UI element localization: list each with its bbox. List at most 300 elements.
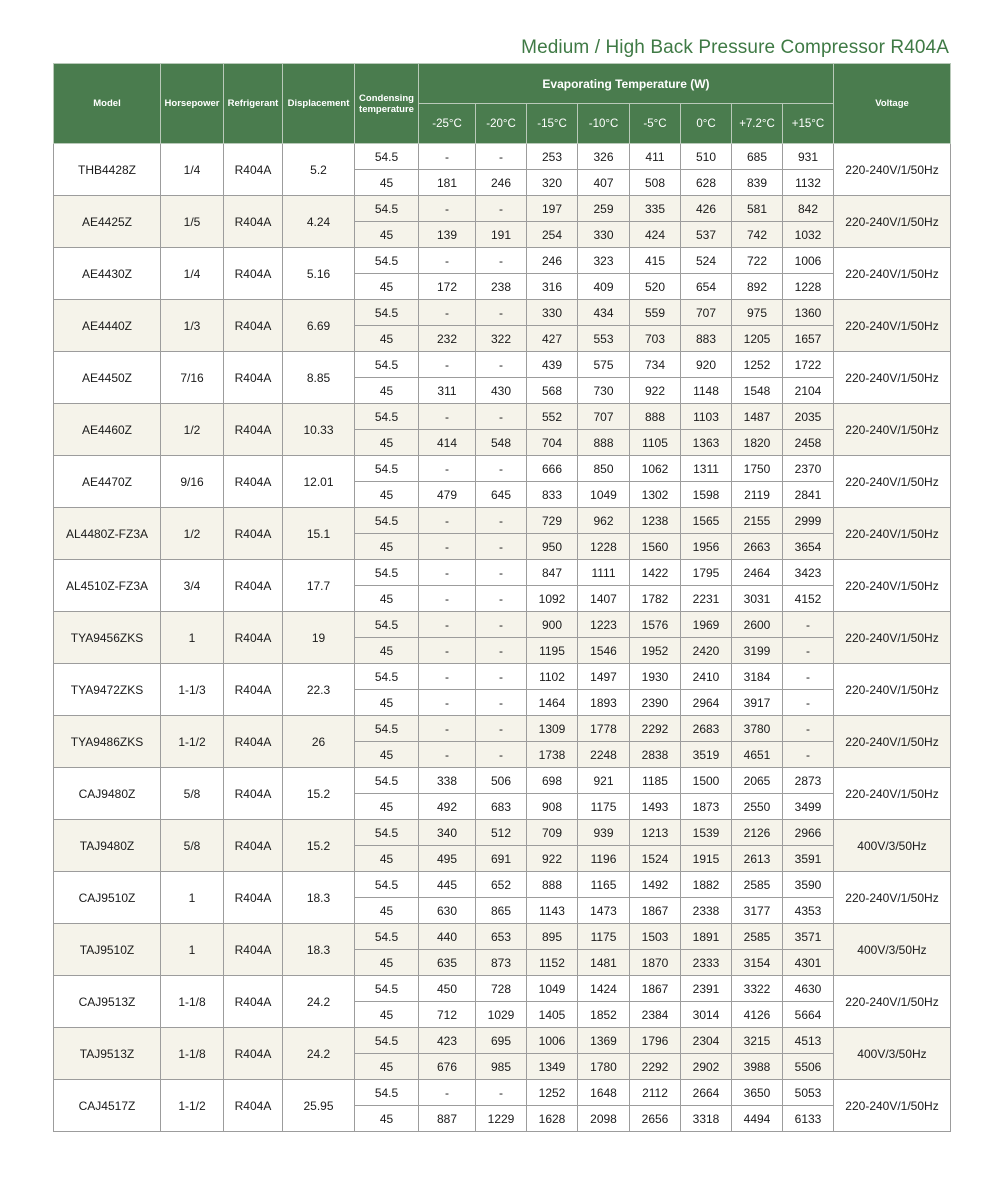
condensing-cell: 45 <box>355 950 419 976</box>
displacement-cell: 10.33 <box>283 404 355 456</box>
capacity-cell: 510 <box>681 144 732 170</box>
condensing-cell: 45 <box>355 898 419 924</box>
capacity-cell: 409 <box>578 274 630 300</box>
capacity-cell: 440 <box>419 924 476 950</box>
capacity-cell: 1738 <box>527 742 578 768</box>
capacity-cell: 330 <box>527 300 578 326</box>
capacity-cell: 1548 <box>732 378 783 404</box>
capacity-cell: 985 <box>476 1054 527 1080</box>
capacity-cell: 1893 <box>578 690 630 716</box>
capacity-cell: 888 <box>630 404 681 430</box>
model-cell: AE4460Z <box>54 404 161 456</box>
capacity-cell: 833 <box>527 482 578 508</box>
horsepower-cell: 3/4 <box>161 560 224 612</box>
capacity-cell: 4651 <box>732 742 783 768</box>
capacity-cell: 950 <box>527 534 578 560</box>
model-cell: THB4428Z <box>54 144 161 196</box>
capacity-cell: 3591 <box>783 846 834 872</box>
horsepower-cell: 1-1/8 <box>161 1028 224 1080</box>
capacity-cell: 2683 <box>681 716 732 742</box>
displacement-cell: 8.85 <box>283 352 355 404</box>
capacity-cell: 1492 <box>630 872 681 898</box>
capacity-cell: 2656 <box>630 1106 681 1132</box>
refrigerant-cell: R404A <box>224 248 283 300</box>
capacity-cell: 873 <box>476 950 527 976</box>
displacement-cell: 17.7 <box>283 560 355 612</box>
table-row <box>54 352 951 378</box>
table-row <box>54 404 951 430</box>
capacity-cell: - <box>476 664 527 690</box>
voltage-cell: 220-240V/1/50Hz <box>834 1080 951 1132</box>
page-title: Medium / High Back Pressure Compressor R404A <box>521 37 949 58</box>
capacity-cell: 3650 <box>732 1080 783 1106</box>
capacity-cell: 666 <box>527 456 578 482</box>
capacity-cell: 1915 <box>681 846 732 872</box>
capacity-cell: 888 <box>527 872 578 898</box>
refrigerant-cell: R404A <box>224 404 283 456</box>
capacity-cell: 1006 <box>527 1028 578 1054</box>
capacity-cell: 1424 <box>578 976 630 1002</box>
capacity-cell: 2964 <box>681 690 732 716</box>
capacity-cell: 652 <box>476 872 527 898</box>
capacity-cell: 548 <box>476 430 527 456</box>
capacity-cell: 2999 <box>783 508 834 534</box>
refrigerant-cell: R404A <box>224 768 283 820</box>
condensing-cell: 45 <box>355 638 419 664</box>
refrigerant-cell: R404A <box>224 144 283 196</box>
model-cell: CAJ9510Z <box>54 872 161 924</box>
capacity-cell: 1956 <box>681 534 732 560</box>
capacity-cell: 2391 <box>681 976 732 1002</box>
table-row <box>54 248 951 274</box>
capacity-cell: - <box>419 508 476 534</box>
capacity-cell: 1148 <box>681 378 732 404</box>
capacity-cell: - <box>783 638 834 664</box>
capacity-cell: - <box>476 456 527 482</box>
capacity-cell: - <box>419 742 476 768</box>
capacity-cell: - <box>783 690 834 716</box>
condensing-cell: 54.5 <box>355 716 419 742</box>
capacity-cell: 683 <box>476 794 527 820</box>
capacity-cell: 197 <box>527 196 578 222</box>
capacity-cell: 259 <box>578 196 630 222</box>
capacity-cell: - <box>476 300 527 326</box>
capacity-cell: 3780 <box>732 716 783 742</box>
capacity-cell: 1867 <box>630 898 681 924</box>
capacity-cell: 4353 <box>783 898 834 924</box>
capacity-cell: 2104 <box>783 378 834 404</box>
capacity-cell: 232 <box>419 326 476 352</box>
condensing-cell: 54.5 <box>355 1028 419 1054</box>
capacity-cell: - <box>476 196 527 222</box>
capacity-cell: - <box>476 690 527 716</box>
capacity-cell: 2126 <box>732 820 783 846</box>
capacity-cell: 1952 <box>630 638 681 664</box>
condensing-cell: 54.5 <box>355 404 419 430</box>
capacity-cell: 316 <box>527 274 578 300</box>
capacity-cell: 1105 <box>630 430 681 456</box>
capacity-cell: 1795 <box>681 560 732 586</box>
capacity-cell: 839 <box>732 170 783 196</box>
capacity-cell: 323 <box>578 248 630 274</box>
capacity-cell: 695 <box>476 1028 527 1054</box>
voltage-cell: 220-240V/1/50Hz <box>834 768 951 820</box>
capacity-cell: 330 <box>578 222 630 248</box>
capacity-cell: - <box>783 664 834 690</box>
capacity-cell: 691 <box>476 846 527 872</box>
table-row <box>54 300 951 326</box>
header-temp: -15°C <box>527 104 578 144</box>
capacity-cell: 2112 <box>630 1080 681 1106</box>
capacity-cell: 1223 <box>578 612 630 638</box>
capacity-cell: 1196 <box>578 846 630 872</box>
condensing-cell: 45 <box>355 378 419 404</box>
capacity-cell: 311 <box>419 378 476 404</box>
condensing-cell: 54.5 <box>355 196 419 222</box>
capacity-cell: 4494 <box>732 1106 783 1132</box>
model-cell: AE4425Z <box>54 196 161 248</box>
capacity-cell: 407 <box>578 170 630 196</box>
table-row <box>54 144 951 170</box>
capacity-cell: - <box>419 586 476 612</box>
capacity-cell: 1205 <box>732 326 783 352</box>
capacity-cell: 1422 <box>630 560 681 586</box>
capacity-cell: 2600 <box>732 612 783 638</box>
capacity-cell: 445 <box>419 872 476 898</box>
displacement-cell: 22.3 <box>283 664 355 716</box>
capacity-cell: 2550 <box>732 794 783 820</box>
refrigerant-cell: R404A <box>224 560 283 612</box>
capacity-cell: - <box>476 404 527 430</box>
refrigerant-cell: R404A <box>224 196 283 248</box>
horsepower-cell: 1/4 <box>161 248 224 300</box>
voltage-cell: 220-240V/1/50Hz <box>834 456 951 508</box>
capacity-cell: 1722 <box>783 352 834 378</box>
horsepower-cell: 1-1/2 <box>161 716 224 768</box>
capacity-cell: 895 <box>527 924 578 950</box>
capacity-cell: 6133 <box>783 1106 834 1132</box>
capacity-cell: 2304 <box>681 1028 732 1054</box>
capacity-cell: 3322 <box>732 976 783 1002</box>
header-temp: +7.2°C <box>732 104 783 144</box>
capacity-cell: 4152 <box>783 586 834 612</box>
capacity-cell: - <box>419 404 476 430</box>
capacity-cell: - <box>783 716 834 742</box>
header-voltage: Voltage <box>834 64 951 144</box>
capacity-cell: 2841 <box>783 482 834 508</box>
capacity-cell: 2838 <box>630 742 681 768</box>
capacity-cell: 2663 <box>732 534 783 560</box>
table-row <box>54 664 951 690</box>
capacity-cell: 4513 <box>783 1028 834 1054</box>
capacity-cell: 3014 <box>681 1002 732 1028</box>
capacity-cell: 1229 <box>476 1106 527 1132</box>
displacement-cell: 19 <box>283 612 355 664</box>
capacity-cell: - <box>419 690 476 716</box>
model-cell: AE4430Z <box>54 248 161 300</box>
capacity-cell: 254 <box>527 222 578 248</box>
capacity-cell: 246 <box>527 248 578 274</box>
capacity-cell: 704 <box>527 430 578 456</box>
capacity-cell: 1049 <box>527 976 578 1002</box>
condensing-cell: 45 <box>355 1002 419 1028</box>
capacity-cell: 1539 <box>681 820 732 846</box>
capacity-cell: 1309 <box>527 716 578 742</box>
table-row <box>54 196 951 222</box>
capacity-cell: - <box>419 612 476 638</box>
capacity-cell: 2873 <box>783 768 834 794</box>
capacity-cell: 568 <box>527 378 578 404</box>
capacity-cell: 2384 <box>630 1002 681 1028</box>
capacity-cell: 628 <box>681 170 732 196</box>
capacity-cell: 1750 <box>732 456 783 482</box>
header-temp: +15°C <box>783 104 834 144</box>
refrigerant-cell: R404A <box>224 1080 283 1132</box>
capacity-cell: 3154 <box>732 950 783 976</box>
capacity-cell: - <box>476 352 527 378</box>
condensing-cell: 54.5 <box>355 508 419 534</box>
displacement-cell: 15.2 <box>283 768 355 820</box>
displacement-cell: 15.1 <box>283 508 355 560</box>
capacity-cell: 1657 <box>783 326 834 352</box>
capacity-cell: 635 <box>419 950 476 976</box>
capacity-cell: 5664 <box>783 1002 834 1028</box>
capacity-cell: 2464 <box>732 560 783 586</box>
capacity-cell: 1930 <box>630 664 681 690</box>
refrigerant-cell: R404A <box>224 976 283 1028</box>
displacement-cell: 18.3 <box>283 924 355 976</box>
capacity-cell: 1576 <box>630 612 681 638</box>
capacity-cell: - <box>476 534 527 560</box>
capacity-cell: 920 <box>681 352 732 378</box>
horsepower-cell: 1/2 <box>161 508 224 560</box>
capacity-cell: 842 <box>783 196 834 222</box>
voltage-cell: 220-240V/1/50Hz <box>834 612 951 664</box>
table-row <box>54 924 951 950</box>
capacity-cell: 4301 <box>783 950 834 976</box>
condensing-cell: 54.5 <box>355 820 419 846</box>
capacity-cell: 1175 <box>578 794 630 820</box>
capacity-cell: - <box>476 612 527 638</box>
condensing-cell: 54.5 <box>355 612 419 638</box>
header-temp: -10°C <box>578 104 630 144</box>
condensing-cell: 54.5 <box>355 144 419 170</box>
capacity-cell: 3988 <box>732 1054 783 1080</box>
refrigerant-cell: R404A <box>224 352 283 404</box>
capacity-cell: 524 <box>681 248 732 274</box>
capacity-cell: 847 <box>527 560 578 586</box>
capacity-cell: 5053 <box>783 1080 834 1106</box>
capacity-cell: - <box>419 248 476 274</box>
voltage-cell: 400V/3/50Hz <box>834 924 951 976</box>
capacity-cell: 728 <box>476 976 527 1002</box>
capacity-cell: 181 <box>419 170 476 196</box>
condensing-cell: 54.5 <box>355 768 419 794</box>
refrigerant-cell: R404A <box>224 924 283 976</box>
capacity-cell: 3318 <box>681 1106 732 1132</box>
capacity-cell: 2338 <box>681 898 732 924</box>
header-displacement: Displacement <box>283 64 355 144</box>
model-cell: AL4510Z-FZ3A <box>54 560 161 612</box>
horsepower-cell: 1 <box>161 872 224 924</box>
capacity-cell: 581 <box>732 196 783 222</box>
capacity-cell: 931 <box>783 144 834 170</box>
capacity-cell: 1870 <box>630 950 681 976</box>
capacity-cell: 1852 <box>578 1002 630 1028</box>
refrigerant-cell: R404A <box>224 612 283 664</box>
capacity-cell: 962 <box>578 508 630 534</box>
capacity-cell: 2292 <box>630 716 681 742</box>
capacity-cell: 1228 <box>578 534 630 560</box>
table-body <box>54 144 951 1132</box>
capacity-cell: 238 <box>476 274 527 300</box>
horsepower-cell: 1/4 <box>161 144 224 196</box>
capacity-cell: - <box>419 144 476 170</box>
capacity-cell: 1778 <box>578 716 630 742</box>
capacity-cell: 3917 <box>732 690 783 716</box>
condensing-cell: 45 <box>355 326 419 352</box>
model-cell: TAJ9480Z <box>54 820 161 872</box>
capacity-cell: 520 <box>630 274 681 300</box>
voltage-cell: 220-240V/1/50Hz <box>834 976 951 1028</box>
capacity-cell: 908 <box>527 794 578 820</box>
capacity-cell: 2370 <box>783 456 834 482</box>
header-temp: 0°C <box>681 104 732 144</box>
model-cell: TYA9456ZKS <box>54 612 161 664</box>
capacity-cell: 426 <box>681 196 732 222</box>
capacity-cell: 2231 <box>681 586 732 612</box>
capacity-cell: 3519 <box>681 742 732 768</box>
header-temp: -20°C <box>476 104 527 144</box>
condensing-cell: 54.5 <box>355 352 419 378</box>
capacity-cell: 1648 <box>578 1080 630 1106</box>
table-row <box>54 1028 951 1054</box>
capacity-cell: 172 <box>419 274 476 300</box>
capacity-cell: 3499 <box>783 794 834 820</box>
refrigerant-cell: R404A <box>224 872 283 924</box>
capacity-cell: 922 <box>630 378 681 404</box>
condensing-cell: 45 <box>355 482 419 508</box>
capacity-cell: 326 <box>578 144 630 170</box>
condensing-cell: 54.5 <box>355 664 419 690</box>
capacity-cell: 1546 <box>578 638 630 664</box>
model-cell: CAJ9480Z <box>54 768 161 820</box>
model-cell: TYA9486ZKS <box>54 716 161 768</box>
capacity-cell: 2098 <box>578 1106 630 1132</box>
horsepower-cell: 1/2 <box>161 404 224 456</box>
voltage-cell: 220-240V/1/50Hz <box>834 300 951 352</box>
condensing-cell: 45 <box>355 222 419 248</box>
capacity-cell: 322 <box>476 326 527 352</box>
capacity-cell: 1103 <box>681 404 732 430</box>
capacity-cell: 1195 <box>527 638 578 664</box>
capacity-cell: - <box>419 352 476 378</box>
capacity-cell: 1493 <box>630 794 681 820</box>
capacity-cell: 1185 <box>630 768 681 794</box>
voltage-cell: 400V/3/50Hz <box>834 820 951 872</box>
capacity-cell: 1369 <box>578 1028 630 1054</box>
table-row <box>54 612 951 638</box>
model-cell: TAJ9513Z <box>54 1028 161 1080</box>
capacity-cell: 1565 <box>681 508 732 534</box>
voltage-cell: 220-240V/1/50Hz <box>834 248 951 300</box>
capacity-cell: 253 <box>527 144 578 170</box>
capacity-cell: 1252 <box>732 352 783 378</box>
horsepower-cell: 1-1/3 <box>161 664 224 716</box>
capacity-cell: 1628 <box>527 1106 578 1132</box>
capacity-cell: 922 <box>527 846 578 872</box>
condensing-cell: 45 <box>355 846 419 872</box>
header-temp: -5°C <box>630 104 681 144</box>
capacity-cell: 703 <box>630 326 681 352</box>
capacity-cell: 1560 <box>630 534 681 560</box>
capacity-cell: 1407 <box>578 586 630 612</box>
condensing-cell: 54.5 <box>355 300 419 326</box>
capacity-cell: 2390 <box>630 690 681 716</box>
voltage-cell: 220-240V/1/50Hz <box>834 560 951 612</box>
capacity-cell: 653 <box>476 924 527 950</box>
capacity-cell: 1032 <box>783 222 834 248</box>
capacity-cell: 712 <box>419 1002 476 1028</box>
capacity-cell: 2119 <box>732 482 783 508</box>
capacity-cell: 335 <box>630 196 681 222</box>
model-cell: TAJ9510Z <box>54 924 161 976</box>
capacity-cell: 246 <box>476 170 527 196</box>
capacity-cell: 424 <box>630 222 681 248</box>
voltage-cell: 220-240V/1/50Hz <box>834 716 951 768</box>
capacity-cell: 340 <box>419 820 476 846</box>
capacity-cell: - <box>476 586 527 612</box>
refrigerant-cell: R404A <box>224 300 283 352</box>
capacity-cell: 2613 <box>732 846 783 872</box>
model-cell: CAJ4517Z <box>54 1080 161 1132</box>
capacity-cell: 865 <box>476 898 527 924</box>
capacity-cell: 1524 <box>630 846 681 872</box>
capacity-cell: 411 <box>630 144 681 170</box>
capacity-cell: 434 <box>578 300 630 326</box>
displacement-cell: 15.2 <box>283 820 355 872</box>
capacity-cell: 5506 <box>783 1054 834 1080</box>
condensing-cell: 45 <box>355 742 419 768</box>
condensing-cell: 54.5 <box>355 976 419 1002</box>
capacity-cell: 423 <box>419 1028 476 1054</box>
voltage-cell: 220-240V/1/50Hz <box>834 352 951 404</box>
condensing-cell: 54.5 <box>355 456 419 482</box>
condensing-cell: 54.5 <box>355 560 419 586</box>
capacity-cell: 1252 <box>527 1080 578 1106</box>
capacity-cell: 495 <box>419 846 476 872</box>
capacity-cell: - <box>783 742 834 768</box>
capacity-cell: 1598 <box>681 482 732 508</box>
capacity-cell: 508 <box>630 170 681 196</box>
capacity-cell: 2292 <box>630 1054 681 1080</box>
condensing-cell: 45 <box>355 1054 419 1080</box>
capacity-cell: 552 <box>527 404 578 430</box>
horsepower-cell: 1-1/8 <box>161 976 224 1028</box>
capacity-cell: 730 <box>578 378 630 404</box>
capacity-cell: 2155 <box>732 508 783 534</box>
refrigerant-cell: R404A <box>224 1028 283 1080</box>
horsepower-cell: 9/16 <box>161 456 224 508</box>
capacity-cell: - <box>419 300 476 326</box>
capacity-cell: - <box>419 638 476 664</box>
capacity-cell: 1006 <box>783 248 834 274</box>
capacity-cell: 1349 <box>527 1054 578 1080</box>
horsepower-cell: 1-1/2 <box>161 1080 224 1132</box>
refrigerant-cell: R404A <box>224 716 283 768</box>
capacity-cell: 2585 <box>732 872 783 898</box>
condensing-cell: 54.5 <box>355 1080 419 1106</box>
